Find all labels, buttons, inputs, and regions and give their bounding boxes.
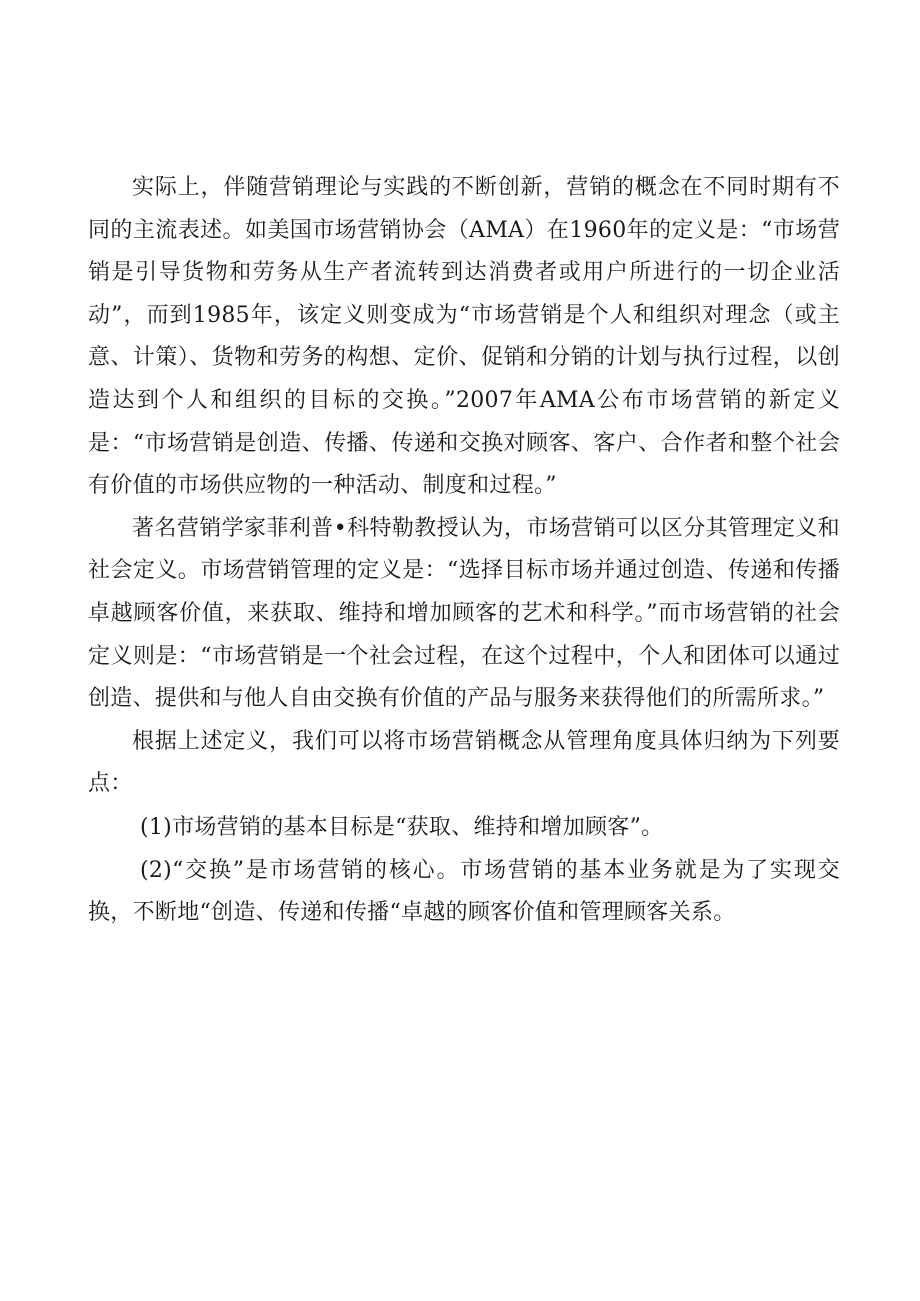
list-item-1: (1)市场营销的基本目标是“获取、维持和增加顾客”。 [140,814,664,840]
paragraph-summary-intro: 根据上述定义，我们可以将市场营销概念从管理角度具体归纳为下列要点： [88,728,840,797]
list-item-2: (2)“交换”是市场营销的核心。市场营销的基本业务就是为了实现交换，不断地“创造、传递和传播“卓越的顾客价值和管理顾客关系。 [88,857,840,926]
document-body [88,167,840,935]
paragraph-marketing-definitions-history: 实际上，伴随营销理论与实践的不断创新，营销的概念在不同时期有不同的主流表述。如美国市场营销协会（AMA）在1960年的定义是：“市场营销是引导货物和劳务从生产者流转到达消费者或用户所进行的一切企业活动”，而到1985年，该定义则变成为“市场营销是个人和组织对理念（或主意、计策）、货物和劳务的构想、定价、促销和分销的计划与执行过程，以创造达到个人和组织的目标的交换。”2007年AMA公布市场营销的新定义是：“市场营销是创造、传播、传递和交换对顾客、客户、合作者和整个社会有价值的市场供应物的一种活动、制度和过程。” [88,175,840,499]
paragraph-kotler-definitions: 著名营销学家菲利普•科特勒教授认为，市场营销可以区分其管理定义和社会定义。市场营销管理的定义是：“选择目标市场并通过创造、传递和传播卓越顾客价值，来获取、维持和增加顾客的艺术和科学。”而市场营销的社会定义则是：“市场营销是一个社会过程，在这个过程中，个人和团体可以通过创造、提供和与他人自由交换有价值的产品与服务来获得他们的所需所求。” [88,515,840,712]
